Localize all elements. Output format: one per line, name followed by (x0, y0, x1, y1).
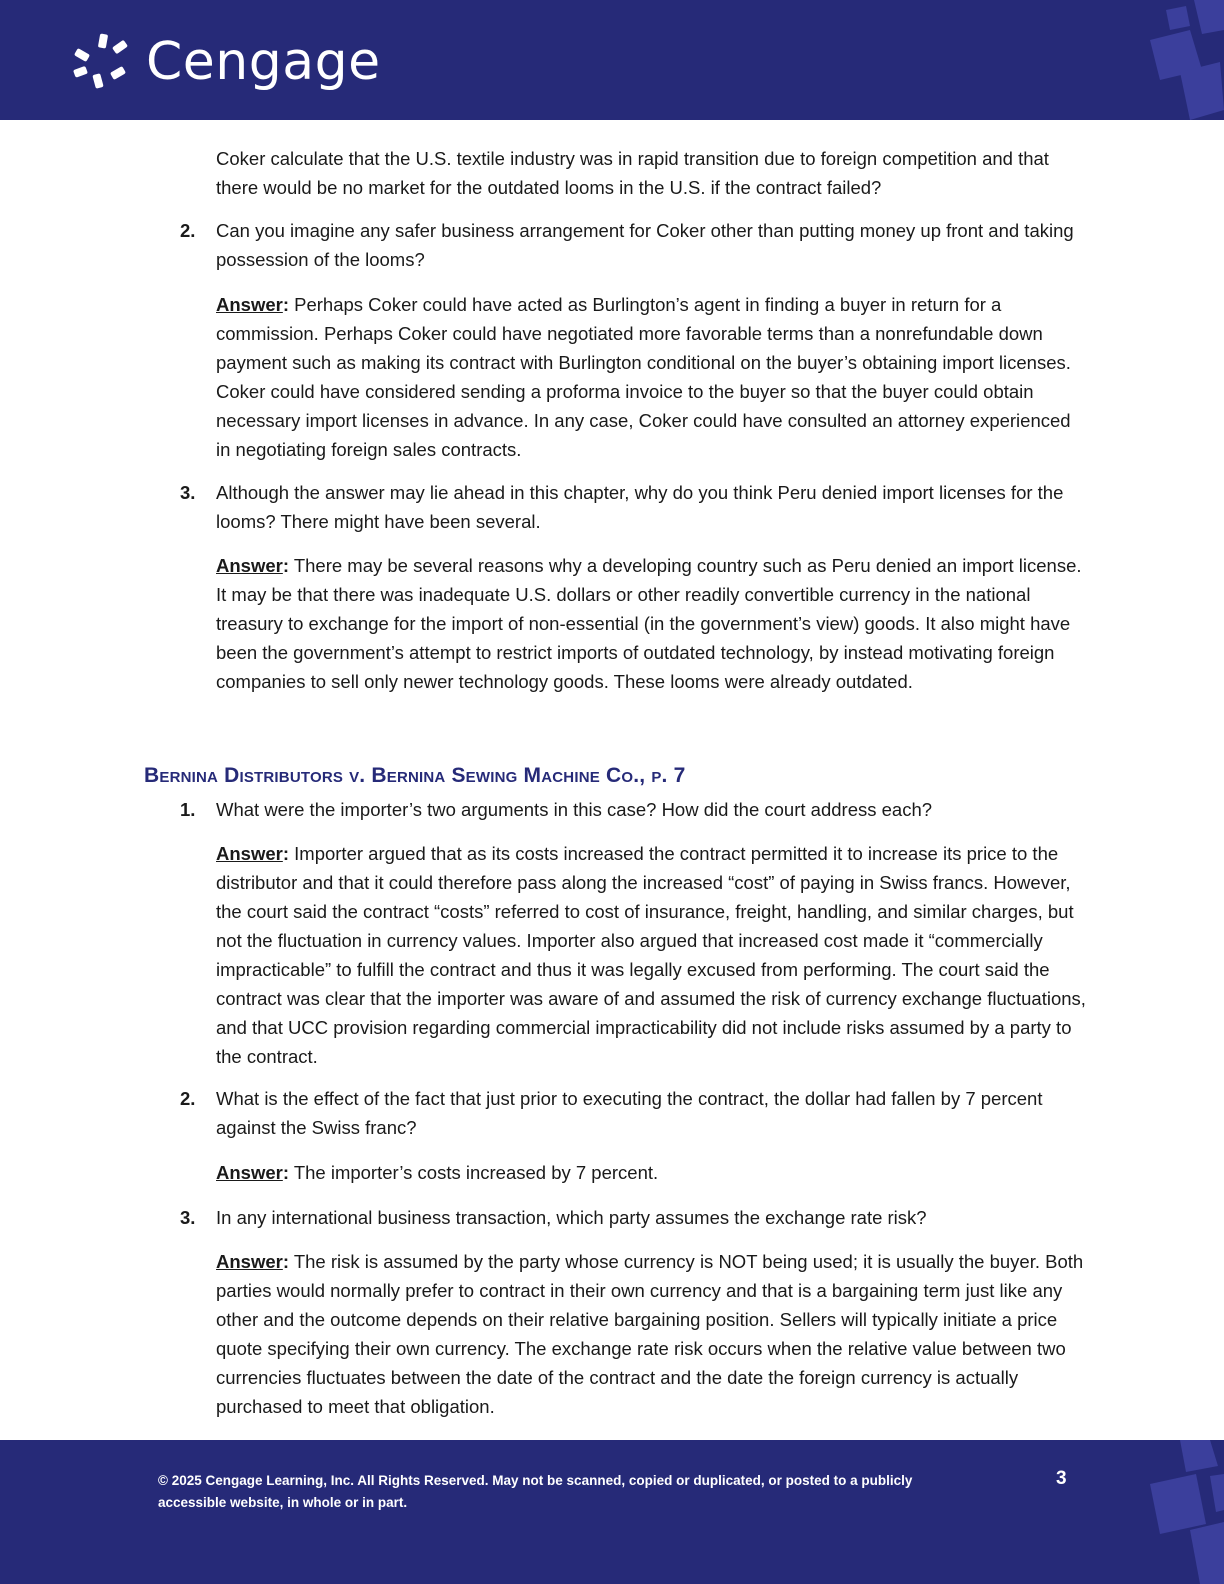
question-item (180, 1084, 1086, 1142)
answer-item: Answer: The risk is assumed by the party whose currency is NOT being used; it is usually the buyer. Both parties would normally prefer to contract in their own currency and that is a bargaining term just like any other and the outcome depends on their relative bargaining position. Sellers will typically initiate a price quote specifying their own currency. The exchange rate risk occurs when the relative value between two currencies fluctuates between the date of the contract and the date the foreign currency is actually purchased to meet that obligation. (216, 1251, 1084, 1417)
continued-paragraph: Coker calculate that the U.S. textile industry was in rapid transition due to foreign competition and that there would be no market for the outdated looms in the U.S. if the contract failed? (216, 148, 1049, 198)
section-heading: Bernina Distributors v. Bernina Sewing Machine Co., p. 7 (144, 764, 686, 787)
answer-label: Answer (216, 1251, 283, 1272)
answer-label: Answer (216, 294, 283, 315)
answer-text: The risk is assumed by the party whose currency is NOT being used; it is usually the buyer. Both parties would normally prefer to contract in their own currency and that is a bargaining term just like any other and the outcome depends on their relative bargaining position. Sellers will typically initiate a price quote specifying their own currency. The exchange rate risk occurs when the relative value between two currencies fluctuates between the date of the contract and the date the foreign currency is actually purchased to meet that obligation. (216, 1251, 1084, 1417)
question-number: 2. (180, 1088, 196, 1109)
question-item (180, 478, 1086, 536)
brand-name: Cengage (146, 32, 381, 92)
question-item (180, 216, 1086, 274)
footer-decoration-icon (1140, 1440, 1224, 1584)
question-text: What were the importer’s two arguments in this case? How did the court address each? (216, 799, 933, 820)
question-number: 2. (180, 220, 196, 241)
answer-text: Importer argued that as its costs increased the contract permitted it to increase its price to the distributor and that it could therefore pass along the increased “cost” of paying in Swiss francs. However, the court said the contract “costs” referred to cost of insurance, freight, handling, and similar charges, but not the fluctuation in currency values. Importer also argued that increased cost made it “commercially impracticable” to fulfill the contract and thus it was legally excused from performing. The court said the contract was clear that the importer was aware of and assumed the risk of currency exchange fluctuations, and that UCC provision regarding commercial impracticability did not include risks assumed by a party to the contract. (216, 843, 1086, 1067)
page-header (0, 0, 1224, 120)
answer-item: Answer: There may be several reasons why a developing country such as Peru denied an import license. It may be that there was inadequate U.S. dollars or other readily convertible currency in the national treasury to exchange for the import of non-essential (in the government’s view) goods. It also might have been the government’s attempt to restrict imports of outdated technology, by instead motivating foreign companies to sell only newer technology goods. These looms were already outdated. (216, 555, 1082, 692)
question-text: Although the answer may lie ahead in this chapter, why do you think Peru denied import licenses for the looms? There might have been several. (216, 482, 1064, 532)
question-number: 1. (180, 799, 196, 820)
answer-text: The importer’s costs increased by 7 percent. (293, 1162, 659, 1183)
answer-item: Answer: The importer’s costs increased by 7 percent. (216, 1162, 659, 1183)
answer-label: Answer (216, 555, 283, 576)
answer-label: Answer (216, 1162, 283, 1183)
answer-item: Answer: Importer argued that as its costs increased the contract permitted it to increase its price to the distributor and that it could therefore pass along the increased “cost” of paying in Swiss francs. However, the court said the contract “costs” referred to cost of insurance, freight, handling, and similar charges, but not the fluctuation in currency values. Importer also argued that increased cost made it “commercially impracticable” to fulfill the contract and thus it was legally excused from performing. The court said the contract was clear that the importer was aware of and assumed the risk of currency exchange fluctuations, and that UCC provision regarding commercial impracticability did not include risks assumed by a party to the contract. (216, 843, 1086, 1067)
answer-text: There may be several reasons why a developing country such as Peru denied an import license. It may be that there was inadequate U.S. dollars or other readily convertible currency in the national treasury to exchange for the import of non-essential (in the government’s view) goods. It also might have been the government’s attempt to restrict imports of outdated technology, by instead motivating foreign companies to sell only newer technology goods. These looms were already outdated. (216, 555, 1082, 692)
question-text: Can you imagine any safer business arrangement for Coker other than putting money up front and taking possession of the looms? (216, 220, 1074, 270)
cengage-logo (72, 30, 381, 94)
page-number: 3 (1056, 1468, 1067, 1489)
answer-label: Answer (216, 843, 283, 864)
question-number: 3. (180, 482, 196, 503)
question-text: In any international business transaction, which party assumes the exchange rate risk? (216, 1207, 927, 1228)
question-text: What is the effect of the fact that just prior to executing the contract, the dollar had fallen by 7 percent against the Swiss franc? (216, 1088, 1043, 1138)
question-item (180, 1203, 1086, 1232)
question-item (180, 795, 1086, 824)
page-footer (0, 1440, 1224, 1584)
copyright-notice: © 2025 Cengage Learning, Inc. All Rights Reserved. May not be scanned, copied or duplicated, or posted to a publicly accessible website, in whole or in part. (158, 1473, 913, 1510)
header-decoration-icon (1130, 0, 1224, 120)
answer-item: Answer: Perhaps Coker could have acted as Burlington’s agent in finding a buyer in return for a commission. Perhaps Coker could have negotiated more favorable terms than a nonrefundable down payment such as making its contract with Burlington conditional on the buyer’s obtaining import licenses. Coker could have considered sending a proforma invoice to the buyer so that the buyer could obtain necessary import licenses in advance. In any case, Coker could have consulted an attorney experienced in negotiating foreign sales contracts. (216, 294, 1071, 460)
question-number: 3. (180, 1207, 196, 1228)
answer-text: Perhaps Coker could have acted as Burlington’s agent in finding a buyer in return for a commission. Perhaps Coker could have negotiated more favorable terms than a nonrefundable down payment such as making its contract with Burlington conditional on the buyer’s obtaining import licenses. Coker could have considered sending a proforma invoice to the buyer so that the buyer could obtain necessary import licenses in advance. In any case, Coker could have consulted an attorney experienced in negotiating foreign sales contracts. (216, 294, 1071, 460)
cengage-logo-mark-icon (72, 30, 136, 94)
